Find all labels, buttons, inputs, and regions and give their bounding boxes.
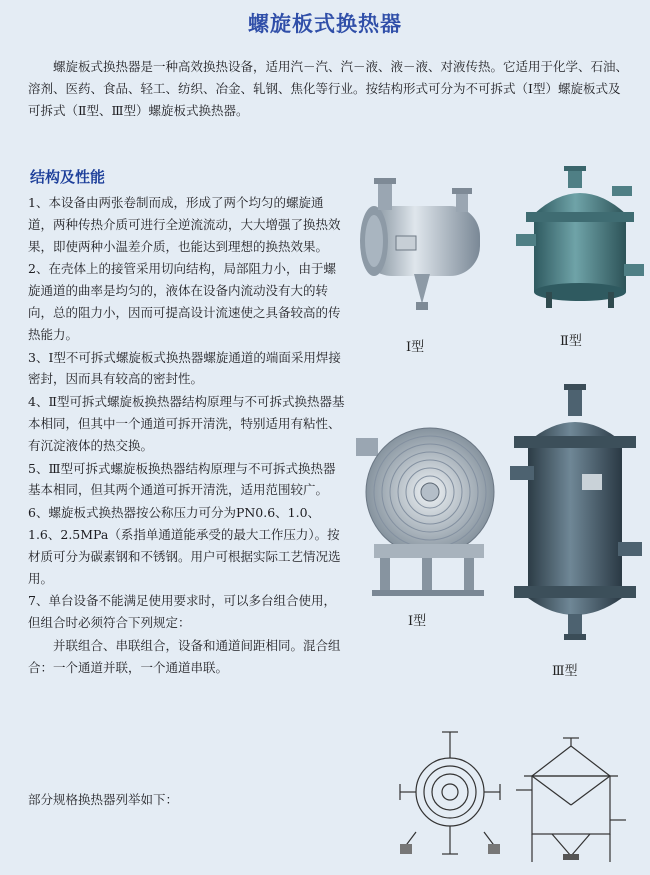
feature-item-4: 4、Ⅱ型可拆式螺旋板换热器结构原理与不可拆式换热器基本相同，但其中一个通道可拆开清洗，特别适用有粘性、有沉淀液体的热交换。 [28, 394, 345, 453]
feature-item-5: 5、Ⅲ型可拆式螺旋板换热器结构原理与不可拆式换热器基本相同，但其两个通道可拆开清洗，适用范围较广。 [28, 460, 336, 498]
feature-item-7: 7、单台设备不能满足使用要求时，可以多台组合使用，但组合时必须符合下列规定： [28, 593, 336, 631]
feature-item-6: 6、螺旋板式换热器按公称压力可分为PN0.6、1.0、1.6、2.5MPa（系指单通道能承受的最大工作压力）。按材质可分为碳素钢和不锈钢。用户可根据实际工艺情况选用。 [28, 505, 341, 586]
caption-type1-bottom: Ⅰ型 [408, 614, 427, 629]
intro-paragraph: 螺旋板式换热器是一种高效换热设备，适用汽－汽、汽－液、液－液、对液传热。它适用于化学、石油、溶剂、医药、食品、轻工、纺织、冶金、轧钢、焦化等行业。按结构形式可分为不可拆式（Ⅰ型）螺旋板式及可拆式（Ⅱ型、Ⅲ型）螺旋板式换热器。 [28, 59, 629, 118]
page-title: 螺旋板式换热器 [248, 12, 402, 36]
type2-exchanger-photo [512, 164, 648, 314]
feature-item-2: 2、在壳体上的接管采用切向结构，局部阻力小，由于螺旋通道的曲率是均匀的，液体在设备内流动没有大的转向，总的阻力小，因而可提高设计流速使之具备较高的传热能力。 [28, 261, 341, 342]
feature-list [28, 192, 346, 680]
caption-type2: Ⅱ型 [560, 334, 582, 349]
caption-type3: Ⅲ型 [552, 664, 578, 679]
caption-type1-top: Ⅰ型 [406, 340, 425, 355]
type3-exchanger-photo [508, 382, 648, 644]
feature-item-3: 3、Ⅰ型不可拆式螺旋板式换热器螺旋通道的端面采用焊接密封，因而具有较高的密封性。 [28, 349, 341, 387]
footer-note: 部分规格换热器列举如下： [28, 792, 179, 807]
type2-schematic-drawing [512, 736, 630, 870]
type1-schematic-drawing [396, 728, 504, 868]
feature-item-1: 1、本设备由两张卷制而成，形成了两个均匀的螺旋通道，两种传热介质可进行全逆流流动，大大增强了换热效果，即使两种小温差介质，也能达到理想的换热效果。 [28, 195, 341, 254]
type1-spiral-disc-photo [352, 418, 502, 598]
type1-exchanger-photo [356, 176, 496, 316]
section-heading: 结构及性能 [30, 168, 106, 186]
feature-item-7-detail: 并联组合、串联组合，设备和通道间距相同。混合组合：一个通道并联，一个通道串联。 [28, 637, 341, 675]
